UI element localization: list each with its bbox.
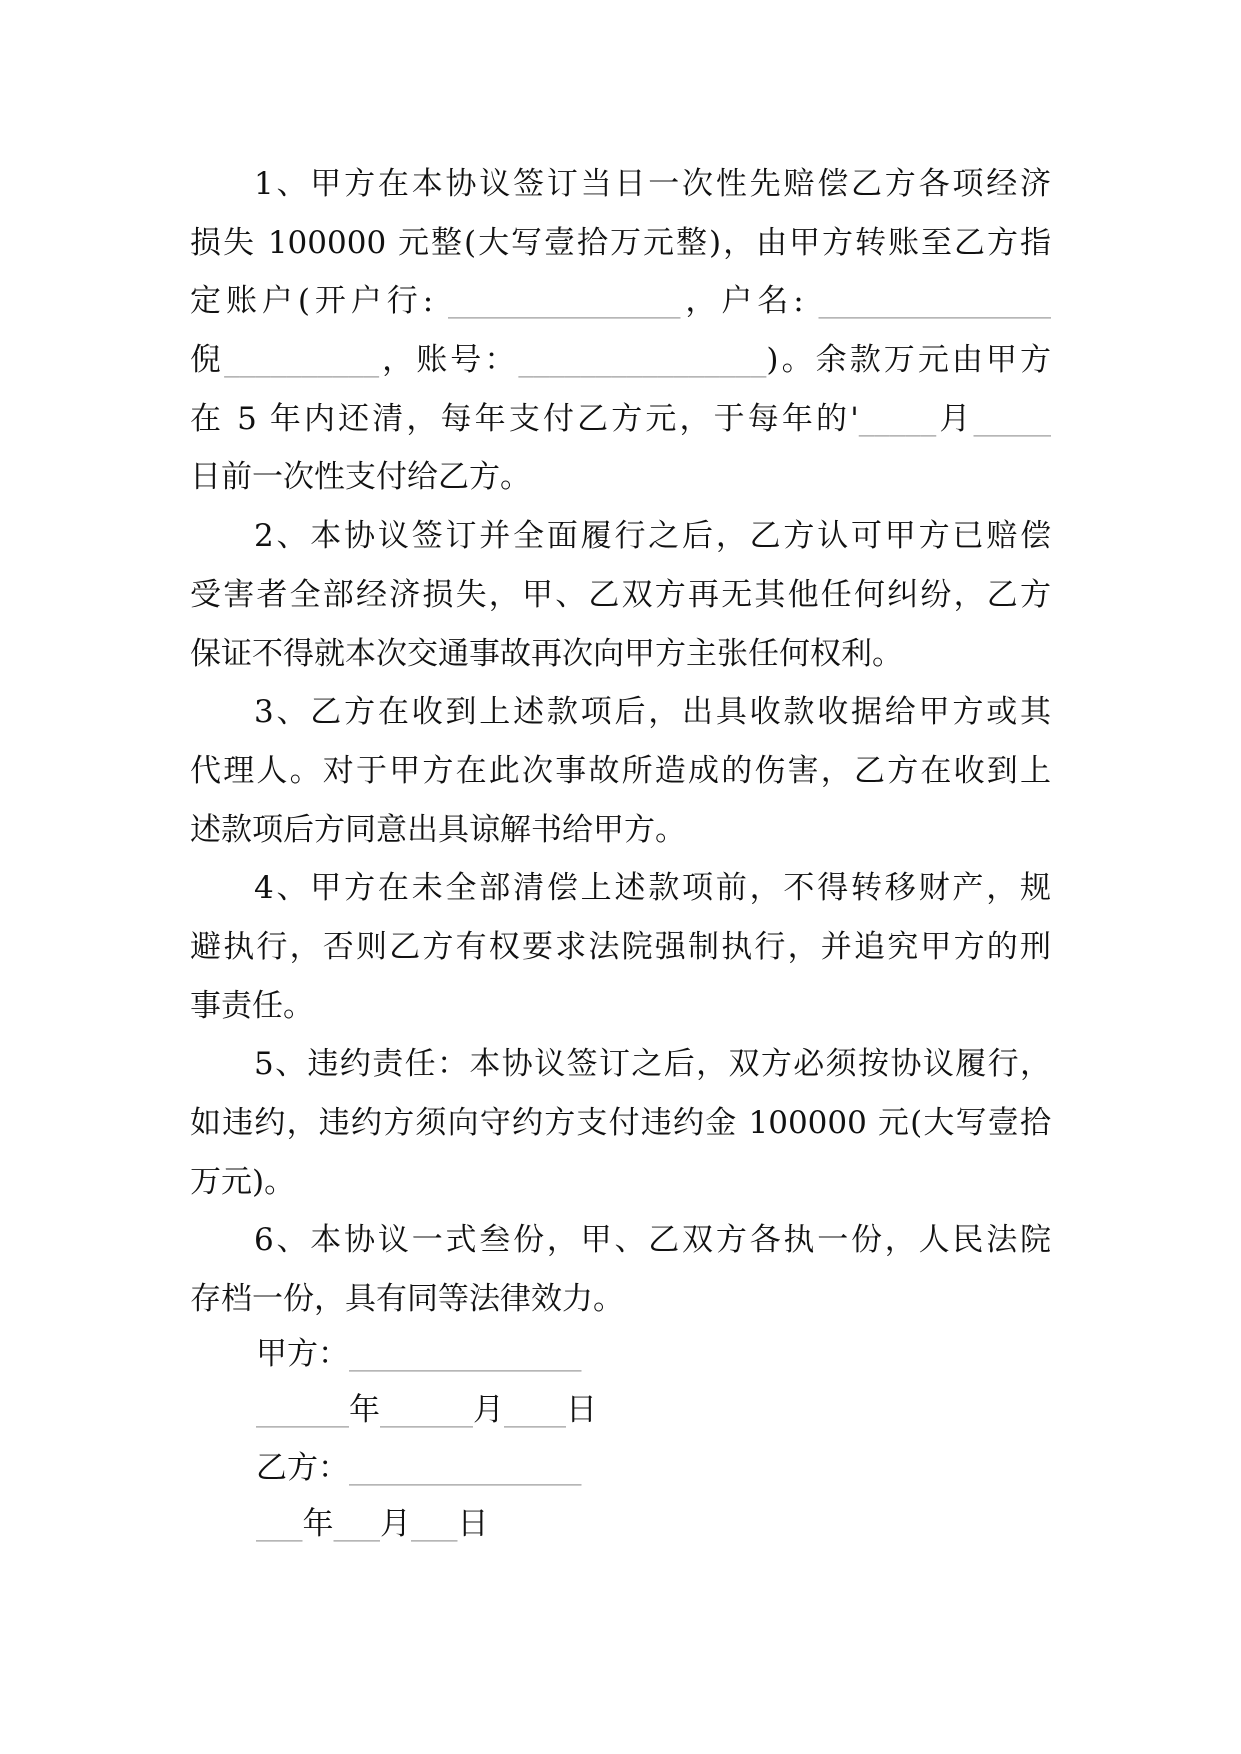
text-line: 受害者全部经济损失，甲、乙双方再无其他任何纠纷，乙方	[190, 576, 1051, 613]
text-line: 定账户(开户行: _______________，户名: _______________	[190, 283, 1051, 320]
text-line: 代理人。对于甲方在此次事故所造成的伤害，乙方在收到上	[190, 752, 1051, 789]
text-line: 万元)。	[190, 1163, 296, 1200]
fill-in-blank: _____	[973, 400, 1052, 437]
fill-in-blank: ___	[411, 1506, 458, 1542]
text-line: 如违约，违约方须向守约方支付违约金 100000 元(大写壹拾	[190, 1105, 1051, 1141]
text-line: 述款项后方同意出具谅解书给甲方。	[190, 811, 686, 848]
fill-in-blank: _______________	[818, 283, 1051, 320]
text-line: 存档一份，具有同等法律效力。	[190, 1281, 624, 1318]
text-line: 3、乙方在收到上述款项后，出具收款收据给甲方或其	[254, 694, 1051, 731]
fill-in-blank: ________________	[518, 342, 767, 379]
text-line: 在 5 年内还清，每年支付乙方元，于每年的'_____月_____	[190, 400, 1052, 437]
party-b-date: ___年___月___日	[256, 1506, 489, 1542]
fill-in-blank: ___	[333, 1506, 380, 1542]
text-line: 保证不得就本次交通事故再次向甲方主张任何权利。	[190, 635, 903, 672]
clause-4	[190, 859, 1051, 1035]
text-line: 1、甲方在本协议签订当日一次性先赔偿乙方各项经济	[254, 166, 1051, 202]
clause-3	[190, 683, 1051, 859]
text-line: 避执行，否则乙方有权要求法院强制执行，并追究甲方的刑	[190, 928, 1051, 965]
clause-6	[190, 1211, 1051, 1328]
text-line: 损失 100000 元整(大写壹拾万元整)，由甲方转账至乙方指	[190, 224, 1051, 261]
fill-in-blank: _______________	[349, 1450, 582, 1486]
party-a-date: ______年______月____日	[256, 1392, 597, 1428]
text-line: 倪__________，账号：________________)。余款万元由甲方	[190, 342, 1052, 379]
party-a-signature: 甲方：_______________	[256, 1336, 582, 1372]
fill-in-blank: __________	[224, 342, 380, 379]
party-b-signature: 乙方：_______________	[256, 1450, 582, 1486]
fill-in-blank: ____	[504, 1392, 566, 1428]
fill-in-blank: ______	[380, 1392, 473, 1428]
fill-in-blank: _______________	[349, 1336, 582, 1372]
clause-2	[190, 507, 1051, 683]
fill-in-blank: _______________	[447, 283, 681, 320]
fill-in-blank: ______	[256, 1392, 349, 1428]
fill-in-blank: _____	[858, 400, 937, 437]
agreement-body	[190, 155, 1051, 1329]
fill-in-blank: ___	[256, 1506, 303, 1542]
text-line: 5、违约责任：本协议签订之后，双方必须按协议履行，	[254, 1046, 1051, 1083]
clause-1	[190, 155, 1051, 507]
text-line: 2、本协议签订并全面履行之后，乙方认可甲方已赔偿	[254, 518, 1051, 555]
text-line: 日前一次性支付给乙方。	[190, 459, 531, 496]
text-line: 事责任。	[190, 987, 314, 1024]
text-line: 6、本协议一式叁份，甲、乙双方各执一份，人民法院	[254, 1222, 1051, 1259]
clause-5	[190, 1035, 1051, 1211]
text-line: 4、甲方在未全部清偿上述款项前，不得转移财产，规	[254, 870, 1051, 907]
